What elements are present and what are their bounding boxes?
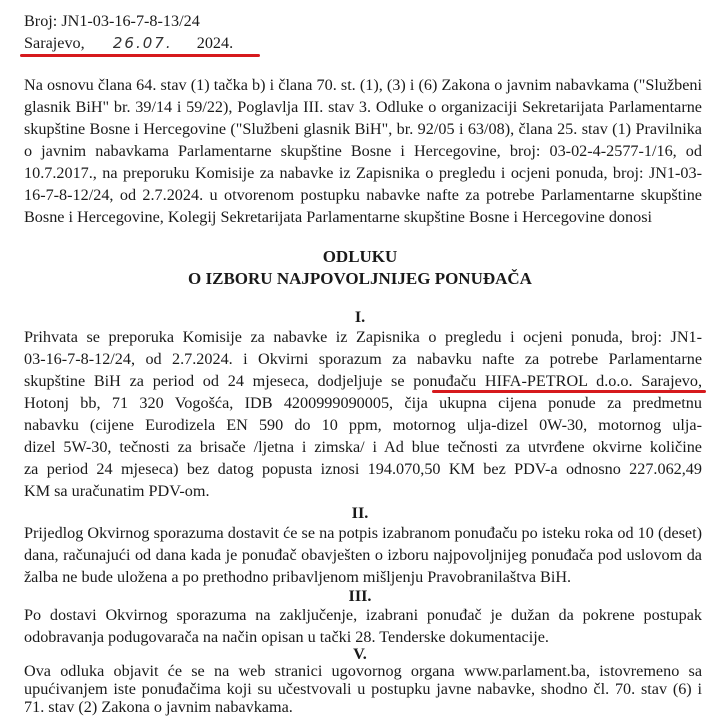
place-date — [24, 32, 233, 55]
section-4-heading: V. — [353, 645, 367, 663]
handwritten-date: 26.07. — [112, 34, 173, 52]
section-1-line: dizel 5W-30, tečnosti za brisače /ljetna i zimska/ i Ad blue tečnosti za utvrđene okvirne količine — [24, 438, 702, 456]
section-3-line: odobravanja podugovarača na način opisan u tački 28. Tenderske dokumentacije. — [24, 628, 549, 646]
section-4-line: Ova odluka objavit će se na web stranici ugovornog organa www.parlament.ba, istovremeno sa — [24, 662, 702, 680]
intro-line: skupštine Bosne i Hercegovine ("Službeni glasnik BiH", br. 92/05 i 63/08), člana 25. stav (1) Pravilnika — [24, 120, 702, 138]
section-1-line: nabavku (cijene Eurodizela EN 590 do 10 ppm, motornog ulja-dizel 0W-30, motornog ulja- — [24, 416, 702, 434]
section-1-line: za period 24 mjeseca) bez datog popusta iznosi 194.070,50 KM bez PDV-a odnosno 227.062,49 — [24, 460, 702, 478]
intro-line: 16-7-8-12/24, od 2.7.2024. u otvorenom postupku nabavke nafte za potrebe Parlamentarne skupštine — [24, 186, 702, 204]
section-2-line: dana, računajući od dana kada je ponuđač obavješten o izboru najpovoljnijeg ponuđača pod uslovom da — [24, 546, 702, 564]
section-1-heading: I. — [354, 308, 366, 326]
intro-line: o javnim nabavkama Parlamentarne skupštine Bosne i Hercegovine, broj: 03-02-4-2577-1/16, od — [24, 142, 702, 160]
section-1-line: skupštine BiH za period od 24 mjeseca, dodjeljuje se ponuđaču HIFA-PETROL d.o.o. Sarajevo, — [24, 372, 702, 390]
place: Sarajevo, — [24, 34, 85, 52]
section-4-line: 71. stav (2) Zakona o javnim nabavkama. — [24, 698, 293, 716]
section-2-line: Prijedlog Okvirnog sporazuma dostavit će se na potpis izabranom ponuđaču po isteku roka od 10 (deset) — [24, 524, 702, 542]
intro-line: 10.7.2017., na preporuku Komisije za nabavke iz Zapisnika o pregledu i ocjeni ponuda, broj: JN1-03- — [24, 164, 702, 182]
section-1-line: Hotonj bb, 71 320 Vogošća, IDB 4200999090005, čija ukupna cijena ponude za predmetnu — [24, 394, 702, 412]
bidder-underline-mark — [432, 390, 706, 393]
section-3-heading: III. — [348, 587, 372, 605]
date-underline-mark — [20, 54, 260, 57]
section-1-line: KM sa uračunatim PDV-om. — [24, 482, 210, 500]
section-2-heading: II. — [351, 504, 369, 522]
section-1-line: Prihvata se preporuka Komisije za nabavke iz Zapisnika o pregledu i ocjeni ponuda, broj: JN1- — [24, 328, 702, 346]
section-3-line: Po dostavi Okvirnog sporazuma na zaključenje, izabrani ponuđač je dužan da pokrene postupak — [24, 606, 702, 624]
decision-title: ODLUKU — [322, 247, 398, 266]
intro-line: Bosne i Hercegovine, Kolegij Sekretarijata Parlamentarne skupštine Bosne i Hercegovine donosi — [24, 208, 652, 226]
document-number: Broj: JN1-03-16-7-8-13/24 — [24, 12, 200, 30]
section-2-line: žalba ne bude uložena a po prethodno pribavljenom mišljenju Pravobranilaštva BiH. — [24, 568, 572, 586]
section-1-line: 03-16-7-8-12/24, od 2.7.2024. i Okvirni sporazum za nabavku nafte za potrebe Parlamentarne — [24, 350, 702, 368]
intro-line: Na osnovu člana 64. stav (1) tačka b) i člana 70. st. (1), (3) i (6) Zakona o javnim nabavkama ("Službeni — [24, 76, 702, 94]
decision-subtitle: O IZBORU NAJPOVOLJNIJEG PONUĐAČA — [188, 269, 532, 288]
year: 2024. — [196, 34, 234, 52]
section-4-line: upućivanjem iste ponuđačima koji su učestvovali u postupku javne nabavke, shodno čl. 70. stav (6) i — [24, 680, 702, 698]
intro-line: glasnik BiH" br. 39/14 i 59/22), Poglavlja III. stav 3. Odluke o organizaciji Sekretarijata Parlamentarne — [24, 98, 702, 116]
